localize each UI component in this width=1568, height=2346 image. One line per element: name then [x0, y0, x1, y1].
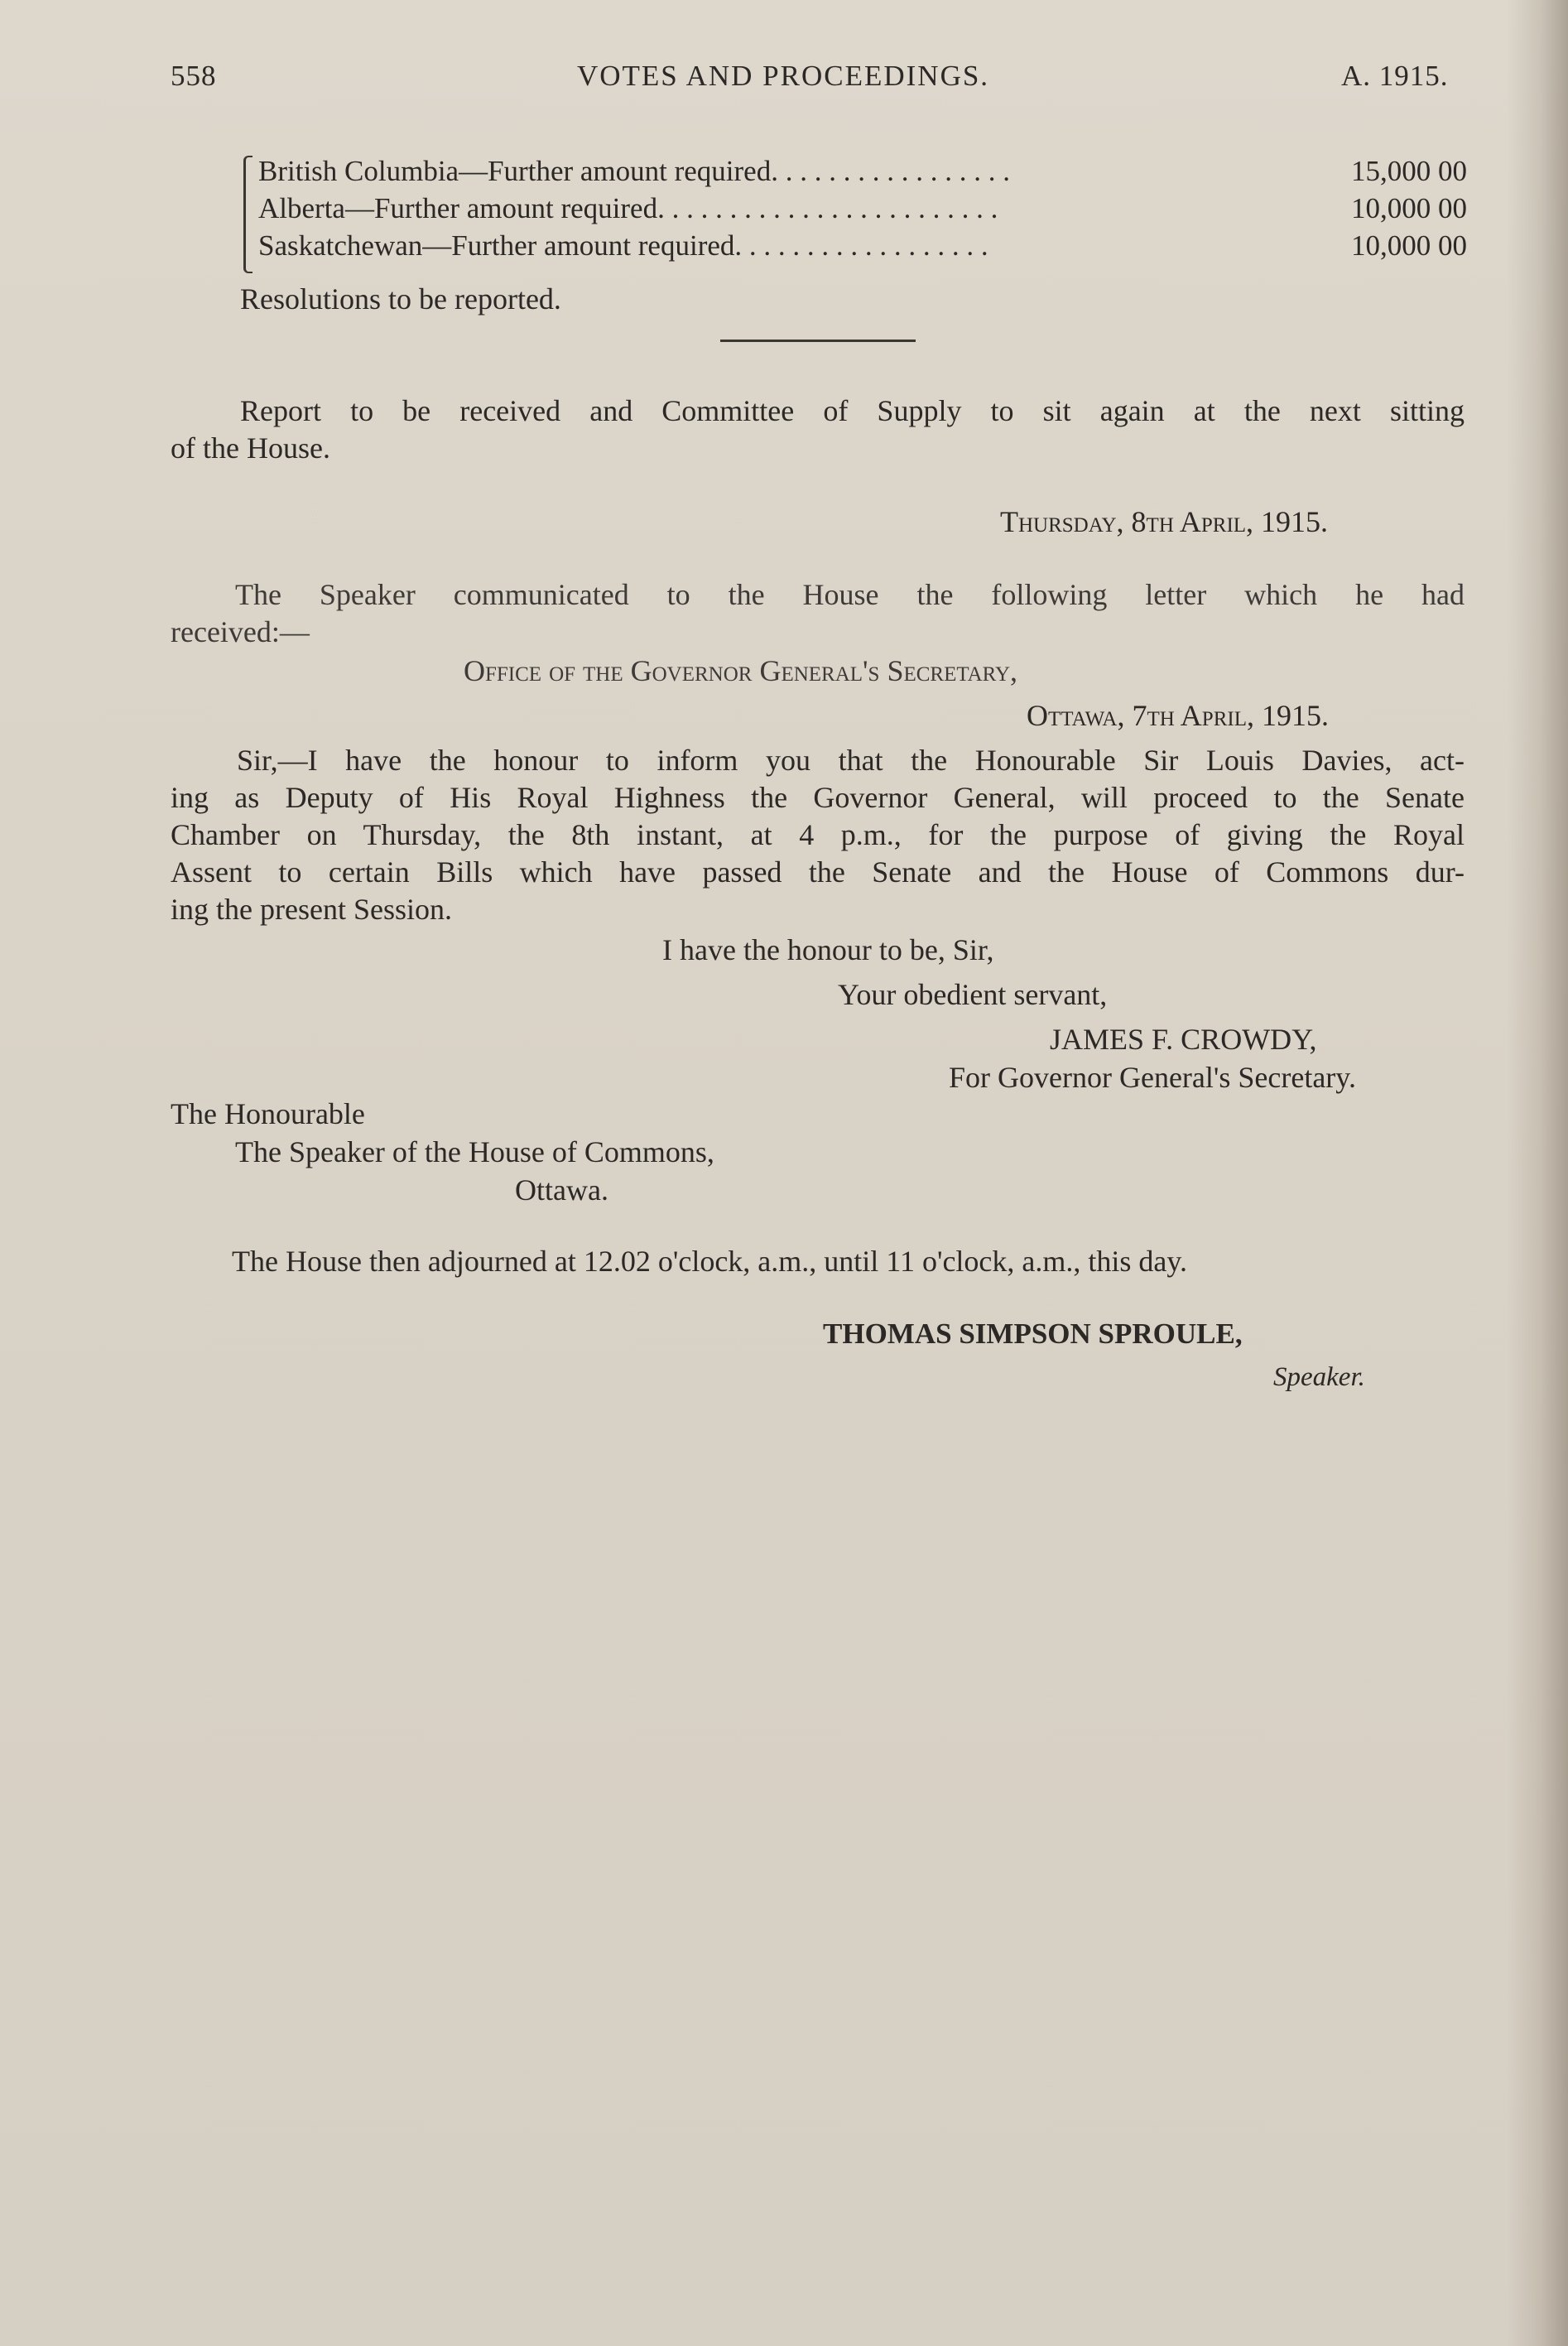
speaker-intro: [171, 576, 1465, 651]
letter-line: Chamber on Thursday, the 8th instant, at 4 p.m., for the purpose of giving the Royal: [171, 818, 1465, 851]
letter-line: Assent to certain Bills which have passed the Senate and the House of Commons dur-: [171, 855, 1465, 889]
paragraph-line: received:—: [171, 615, 310, 648]
schedule-row: [258, 155, 1467, 191]
letter-line: ing the present Session.: [171, 893, 452, 926]
schedule-amount: 10,000 00: [1351, 192, 1467, 224]
speaker-name: THOMAS SIMPSON SPROULE,: [823, 1318, 1243, 1350]
address-line: The Speaker of the House of Commons,: [235, 1135, 714, 1168]
schedule-amount: 15,000 00: [1351, 155, 1467, 187]
adjournment-line: The House then adjourned at 12.02 o'clock, a.m., until 11 o'clock, a.m., this day.: [232, 1245, 1188, 1278]
address-line: Ottawa.: [515, 1173, 608, 1207]
schedule-row: [258, 192, 1467, 229]
letter-line: ing as Deputy of His Royal Highness the Governor General, will proceed to the Senate: [171, 781, 1465, 814]
paragraph-line: Report to be received and Committee of Supply to sit again at the next sitting: [240, 394, 1465, 427]
letter-closing: Your obedient servant,: [838, 978, 1108, 1011]
report-paragraph: [171, 393, 1465, 467]
schedule-label: Alberta—Further amount required. . . . . . . . . . . . . . . . . . . . . . . .: [258, 192, 998, 224]
date-heading: Thursday, 8th April, 1915.: [1000, 505, 1329, 538]
schedule-label: Saskatchewan—Further amount required. . . . . . . . . . . . . . . . . .: [258, 229, 988, 262]
page-number: 558: [171, 60, 217, 92]
letter-signatory: JAMES F. CROWDY,: [1050, 1023, 1317, 1056]
paragraph-line: The Speaker communicated to the House the following letter which he had: [235, 578, 1465, 611]
schedule-bracket: [243, 156, 253, 273]
running-title: VOTES AND PROCEEDINGS.: [577, 60, 990, 92]
letter-office: Office of the Governor General's Secretary,: [464, 654, 1018, 687]
schedule-label: British Columbia—Further amount required. . . . . . . . . . . . . . . . .: [258, 155, 1010, 187]
speaker-title: Speaker.: [1273, 1362, 1365, 1392]
resolutions-note: Resolutions to be reported.: [240, 282, 561, 316]
letter-closing: I have the honour to be, Sir,: [662, 933, 994, 966]
letter-place-date: Ottawa, 7th April, 1915.: [1027, 699, 1329, 732]
address-line: The Honourable: [171, 1097, 365, 1130]
letter-body: [171, 742, 1465, 928]
schedule-row: [258, 229, 1467, 266]
schedule-amount: 10,000 00: [1351, 229, 1467, 262]
session-year: A. 1915.: [1341, 60, 1449, 92]
section-divider: [720, 340, 916, 342]
letter-line: Sir,—I have the honour to inform you that the Honourable Sir Louis Davies, act-: [237, 744, 1465, 777]
paragraph-line: of the House.: [171, 431, 330, 465]
letter-signatory-title: For Governor General's Secretary.: [949, 1061, 1356, 1094]
